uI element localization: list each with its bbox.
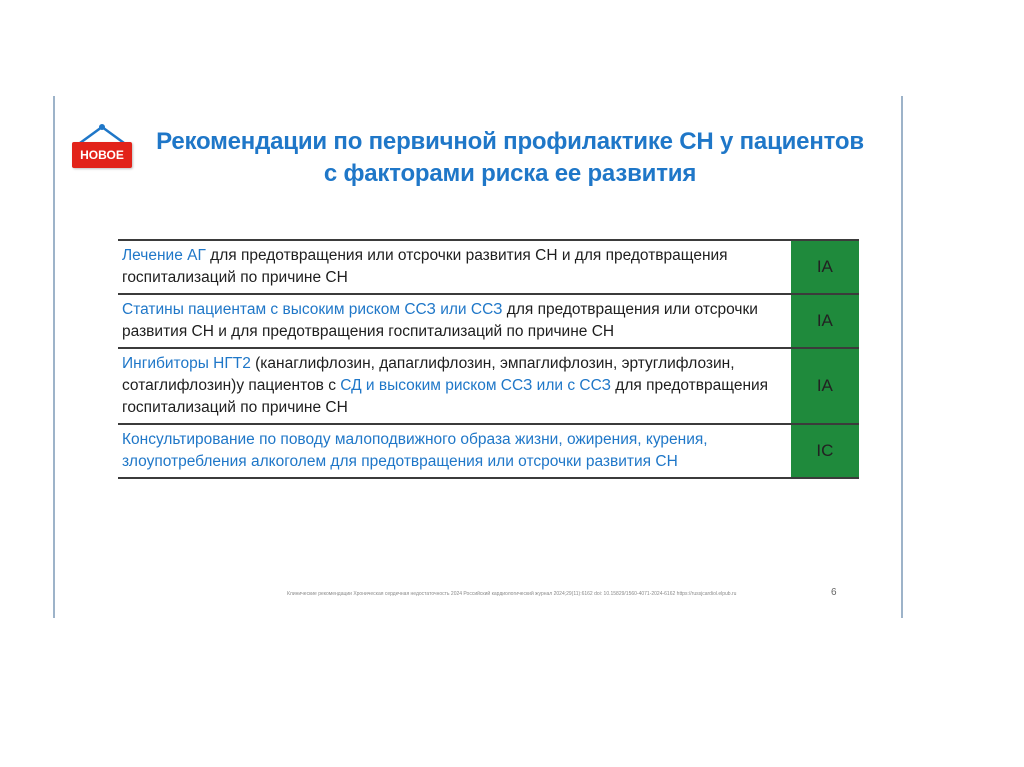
recommendations-table-body	[118, 240, 859, 478]
recommendation-segment: для предотвращения госпитализаций по причине СН	[122, 377, 769, 416]
page-title-line-1: Рекомендации по первичной профилактике СН у пациентов	[156, 128, 864, 155]
recommendation-segment: (канаглифлозин, дапаглифлозин, эмпаглифлозин, эртуглифлозин, сотаглифлозин)у пациентов с	[122, 355, 735, 394]
recommendation-segment: для предотвращения или отсрочки развития СН и для предотвращения госпитализаций по причине СН	[122, 247, 728, 286]
recommendations-table	[118, 239, 859, 479]
recommendation-text	[118, 424, 791, 478]
recommendation-class: IA	[791, 240, 859, 294]
recommendation-highlight: Ингибиторы НГТ2	[122, 355, 251, 372]
recommendation-text	[118, 348, 791, 424]
recommendation-highlight: Консультирование по поводу малоподвижного образа жизни, ожирения, курения, злоупотребления алкоголем для предотвращения или отсрочки развития СН	[122, 431, 708, 470]
recommendation-highlight: Лечение АГ	[122, 247, 206, 264]
recommendation-highlight: СД и высоким риском ССЗ или с ССЗ	[340, 377, 611, 394]
recommendation-class: IC	[791, 424, 859, 478]
recommendation-text	[118, 240, 791, 294]
recommendation-text	[118, 294, 791, 348]
recommendation-row	[118, 424, 859, 478]
page-number: 6	[831, 587, 837, 598]
recommendation-class: IA	[791, 294, 859, 348]
page-title-line-2: с факторами риска ее развития	[323, 160, 697, 187]
new-badge-label: НОВОЕ	[72, 142, 132, 168]
recommendation-segment: для предотвращения или отсрочки развития СН и для предотвращения госпитализаций по причине СН	[122, 301, 758, 340]
recommendation-row	[118, 240, 859, 294]
slide	[53, 96, 903, 618]
recommendation-row	[118, 294, 859, 348]
recommendation-class: IA	[791, 348, 859, 424]
footnote: Клинические рекомендации Хроническая сердечная недостаточность 2024 Российский кардиологический журнал 2024;29(11):6162 doi: 10.15829/1560-4071-2024-6162 https://russjcardiol.elpub.ru	[287, 591, 737, 597]
page-title	[115, 126, 905, 190]
recommendation-highlight: Статины пациентам с высоким риском ССЗ или ССЗ	[122, 301, 503, 318]
recommendation-row	[118, 348, 859, 424]
